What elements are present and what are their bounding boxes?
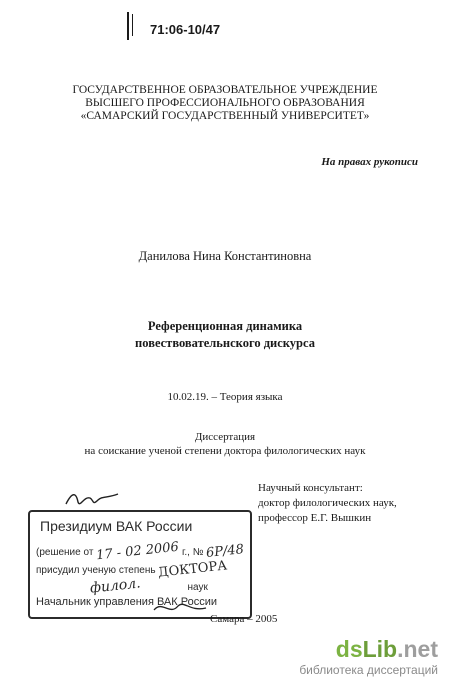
degree-line: Диссертация — [194, 431, 256, 443]
stamp-award-text: присудил ученую степень — [36, 565, 156, 576]
archive-code: 71:06-10/47 — [150, 22, 221, 37]
organization-line: «САМАРСКИЙ ГОСУДАРСТВЕННЫЙ УНИВЕРСИТЕТ» — [80, 110, 370, 122]
vak-stamp — [28, 510, 252, 619]
consultant-label: Научный консультант: — [258, 482, 363, 494]
organization-line: ВЫСШЕГО ПРОФЕССИОНАЛЬНОГО ОБРАЗОВАНИЯ — [85, 97, 365, 109]
stamp-footer: Начальник управления ВАК России — [36, 596, 217, 608]
organization-line: ГОСУДАРСТВЕННОЕ ОБРАЗОВАТЕЛЬНОЕ УЧРЕЖДЕНИЕ — [72, 84, 378, 96]
watermark-logo-net: .net — [397, 636, 438, 662]
signature — [150, 598, 210, 618]
degree-statement — [0, 430, 450, 458]
scan-mark — [132, 14, 133, 36]
stamp-decision-no: 6Р/48 — [205, 542, 245, 561]
title-line: Референционная динамика — [147, 319, 303, 333]
author-name: Данилова Нина Константиновна — [138, 249, 312, 263]
stamp-sciences: наук — [187, 582, 208, 593]
rights-note: На правах рукописи — [321, 156, 418, 168]
title-line: повествовательнского дискурса — [135, 336, 315, 350]
watermark-logo-lib: Lib — [362, 636, 398, 662]
watermark-subtitle: библиотека диссертаций — [299, 663, 438, 677]
stamp-award-line — [36, 558, 229, 581]
signature — [62, 488, 122, 510]
stamp-decision-no-label: г., № — [181, 547, 204, 558]
stamp-degree: ДОКТОРА — [157, 558, 229, 581]
consultant-block — [258, 481, 397, 526]
stamp-decision-date: 17 - 02 2006 — [95, 539, 180, 564]
city-year: Самара – 2005 — [210, 613, 278, 625]
stamp-title: Президиум ВАК России — [40, 518, 193, 534]
consultant-degree: доктор филологических наук, — [258, 497, 397, 509]
watermark-logo-ds: ds — [335, 636, 363, 662]
degree-line: на соискание ученой степени доктора филологических наук — [84, 445, 366, 457]
watermark-logo — [336, 636, 438, 663]
stamp-field-line — [89, 575, 208, 597]
scan-mark — [127, 12, 129, 40]
organization — [0, 84, 450, 123]
stamp-decision-prefix: (решение от — [36, 547, 94, 558]
specialty: 10.02.19. – Теория языка — [167, 391, 283, 403]
dissertation-title — [0, 318, 450, 352]
stamp-field: филол. — [89, 575, 142, 597]
stamp-decision-line — [36, 539, 245, 564]
consultant-name: профессор Е.Г. Вышкин — [258, 512, 372, 524]
